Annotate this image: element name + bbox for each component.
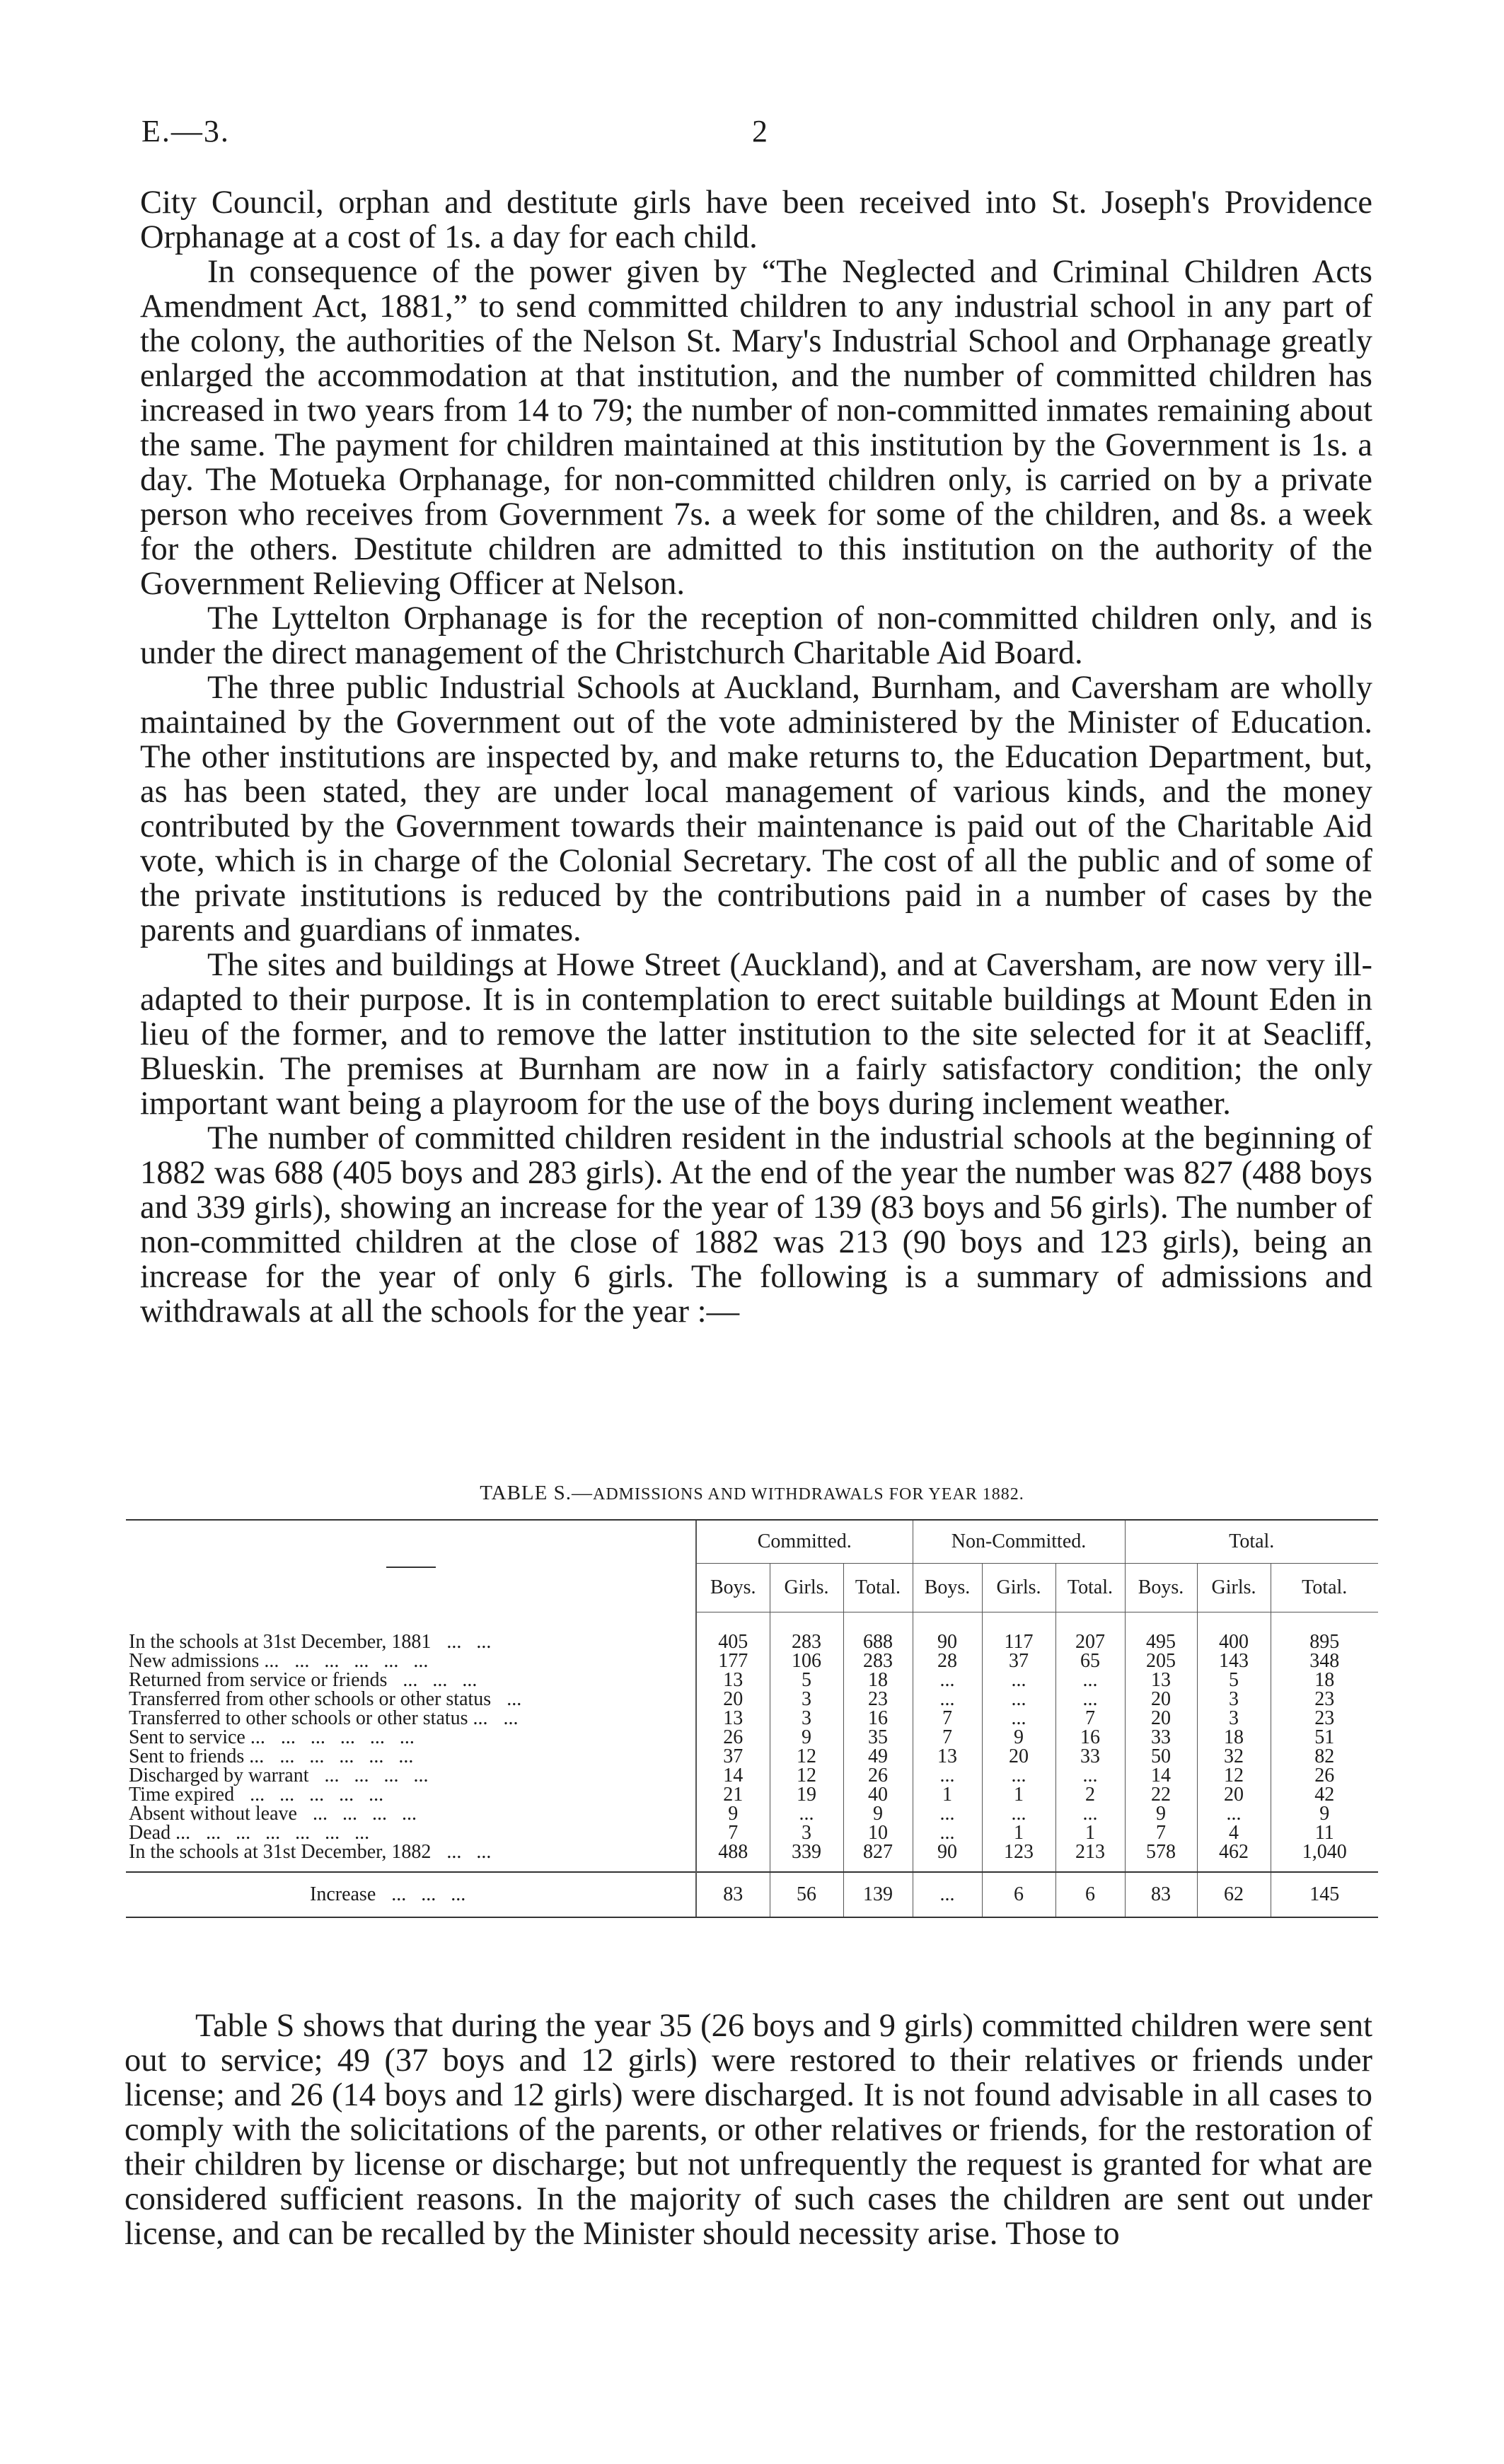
- row-leader-dots: ... ... ... ... ...: [280, 1726, 415, 1748]
- row-leader-dots: ... ... ... ... ... ...: [206, 1822, 370, 1844]
- table-cell: 7: [913, 1728, 982, 1747]
- row-leader-dots: ... ... ...: [403, 1669, 478, 1691]
- table-cell: 14: [696, 1766, 770, 1785]
- table-cell: 90: [913, 1612, 982, 1652]
- table-cell: 23: [1271, 1690, 1378, 1709]
- table-cell: 32: [1197, 1747, 1271, 1766]
- table-cell: 20: [1197, 1785, 1271, 1804]
- row-leader-dots: ... ...: [446, 1841, 492, 1863]
- row-label: Discharged by warrant: [129, 1765, 309, 1786]
- table-cell: 33: [1125, 1728, 1197, 1747]
- column-header: Total.: [1055, 1564, 1125, 1612]
- table-cell: 37: [696, 1747, 770, 1766]
- row-label: Dead ...: [129, 1822, 191, 1844]
- table-row: [126, 1766, 1378, 1785]
- table-cell: 400: [1197, 1612, 1271, 1652]
- column-header: Total.: [1271, 1564, 1378, 1612]
- table-cell: ...: [913, 1766, 982, 1785]
- table-caption-title: ADMISSIONS AND WITHDRAWALS FOR YEAR 1882.: [592, 1485, 1024, 1504]
- table-cell: 23: [843, 1690, 913, 1709]
- table-cell: 26: [1271, 1766, 1378, 1785]
- table-cell: 462: [1197, 1842, 1271, 1872]
- table-cell: 12: [770, 1766, 843, 1785]
- table-row: [126, 1804, 1378, 1823]
- row-label: In the schools at 31st December, 1881: [129, 1630, 432, 1653]
- admissions-table: [126, 1519, 1378, 1918]
- table-cell: 10: [843, 1823, 913, 1842]
- table-cell: 1: [982, 1823, 1055, 1842]
- table-cell: 213: [1055, 1842, 1125, 1872]
- table-cell: 7: [696, 1823, 770, 1842]
- table-cell: 82: [1271, 1747, 1378, 1766]
- table-cell: 3: [1197, 1690, 1271, 1709]
- table-cell: 33: [1055, 1747, 1125, 1766]
- paragraph: The number of committed children resident in the industrial schools at the beginning of 1882 was 688 (405 boys and 283 girls). At the end of the year the number was 827 (488 boys and 339 girls), showing an increase for the year of 139 (83 boys and 56 girls). The number of non-committed children at the close of 1882 was 213 (90 boys and 123 girls), being an increase for the year of only 6 girls. The following is a summary of admissions and withdrawals at all the schools for the year :—: [140, 1120, 1372, 1330]
- table-cell: ...: [1197, 1804, 1271, 1823]
- row-label-cell: [126, 1823, 696, 1842]
- row-label: New admissions ...: [129, 1650, 279, 1672]
- table-cell: 6: [982, 1872, 1055, 1917]
- table-cell: 50: [1125, 1747, 1197, 1766]
- table-cell: 90: [913, 1842, 982, 1872]
- table-cell: ...: [913, 1690, 982, 1709]
- table-cell: ...: [1055, 1670, 1125, 1690]
- table-cell: ...: [913, 1872, 982, 1917]
- paragraph: The three public Industrial Schools at Auckland, Burnham, and Caversham are wholly maintained by the Government out of the vote administered by the Minister of Education. The other institutions are inspected by, and make returns to, the Education Department, but, as has been stated, they are under local management of various kinds, and the money contributed by the Government towards their maintenance is paid out of the Charitable Aid vote, which is in charge of the Colonial Secretary. The cost of all the public and of some of the private institutions is reduced by the contributions paid in a number of cases by the parents and guardians of inmates.: [140, 670, 1372, 948]
- row-label: Absent without leave: [129, 1803, 297, 1825]
- table-cell: 348: [1271, 1651, 1378, 1670]
- paragraph: The sites and buildings at Howe Street (Auckland), and at Caversham, are now very ill-adapted to their purpose. It is in contemplation to erect suitable buildings at Mount Eden in lieu of the former, and to remove the latter institution to the site selected for it at Seacliff, Blueskin. The premises at Burnham are now in a fairly satisfactory condition; the only important want being a playroom for the use of the boys during inclement weather.: [140, 947, 1372, 1122]
- table-cell: 65: [1055, 1651, 1125, 1670]
- table-cell: 2: [1055, 1785, 1125, 1804]
- table-cell: 106: [770, 1651, 843, 1670]
- row-leader-dots: ... ... ...: [391, 1883, 466, 1905]
- row-label: Sent to service ...: [129, 1726, 265, 1748]
- body-text: [140, 185, 1372, 1329]
- table-cell: 405: [696, 1612, 770, 1652]
- table-cell: 18: [843, 1670, 913, 1690]
- row-label-cell: [126, 1728, 696, 1747]
- table-cell: 7: [1125, 1823, 1197, 1842]
- row-label-cell: [126, 1872, 696, 1917]
- table-cell: 13: [696, 1709, 770, 1728]
- row-leader-dots: ... ...: [446, 1630, 492, 1653]
- column-header: Girls.: [982, 1564, 1055, 1612]
- page-number: 2: [752, 114, 768, 149]
- group-header-non-committed: Non-Committed.: [913, 1520, 1125, 1564]
- table-cell: 28: [913, 1651, 982, 1670]
- row-leader-dots: ... ... ... ... ...: [279, 1745, 414, 1767]
- row-label: Transferred to other schools or other status ...: [129, 1707, 488, 1729]
- table-row: [126, 1670, 1378, 1690]
- table-cell: 19: [770, 1785, 843, 1804]
- table-cell: 42: [1271, 1785, 1378, 1804]
- table-cell: ...: [913, 1670, 982, 1690]
- table-cell: 5: [1197, 1670, 1271, 1690]
- table-cell: 177: [696, 1651, 770, 1670]
- row-label: Returned from service or friends: [129, 1669, 388, 1691]
- table-cell: 7: [913, 1709, 982, 1728]
- page-header: [134, 113, 1365, 156]
- row-label: Time expired: [129, 1784, 235, 1806]
- column-header: Boys.: [1125, 1564, 1197, 1612]
- table-cell: ...: [913, 1804, 982, 1823]
- table-cell: 1,040: [1271, 1842, 1378, 1872]
- table-cell: 205: [1125, 1651, 1197, 1670]
- table-cell: 9: [1271, 1804, 1378, 1823]
- table-body: [126, 1612, 1378, 1873]
- table-cell: 13: [696, 1670, 770, 1690]
- document-reference: E.—3.: [141, 114, 230, 149]
- table-cell: 1: [913, 1785, 982, 1804]
- row-label-cell: [126, 1612, 696, 1652]
- table-row: [126, 1651, 1378, 1670]
- row-label-cell: [126, 1651, 696, 1670]
- table-cell: 5: [770, 1670, 843, 1690]
- table-cell: 83: [1125, 1872, 1197, 1917]
- table-cell: 18: [1271, 1670, 1378, 1690]
- table-corner: [126, 1520, 696, 1612]
- table-cell: 495: [1125, 1612, 1197, 1652]
- table-cell: 9: [1125, 1804, 1197, 1823]
- column-header: Total.: [843, 1564, 913, 1612]
- table-cell: 12: [1197, 1766, 1271, 1785]
- table-cell: ...: [982, 1766, 1055, 1785]
- table-cell: 14: [1125, 1766, 1197, 1785]
- row-label-cell: [126, 1670, 696, 1690]
- table-cell: 3: [770, 1709, 843, 1728]
- column-header: Boys.: [913, 1564, 982, 1612]
- row-leader-dots: ... ... ... ...: [312, 1803, 417, 1825]
- table-total-row: [126, 1872, 1378, 1917]
- table-cell: 9: [770, 1728, 843, 1747]
- table-cell: 1: [982, 1785, 1055, 1804]
- row-label-cell: [126, 1690, 696, 1709]
- paragraph: In consequence of the power given by “The Neglected and Criminal Children Acts Amendment Act, 1881,” to send committed children to any industrial school in any part of the colony, the authorities of the Nelson St. Mary's Industrial School and Orphanage greatly enlarged the accommodation at that institution, and the number of committed children has increased in two years from 14 to 79; the number of non-committed inmates remaining about the same. The payment for children maintained at this institution by the Government is 1s. a day. The Motueka Orphanage, for non-committed children only, is carried on by a private person who receives from Government 7s. a week for some of the children, and 8s. a week for the others. Destitute children are admitted to this institution on the authority of the Government Relieving Officer at Nelson.: [140, 254, 1372, 602]
- closing-text: [125, 2009, 1372, 2251]
- table-cell: 16: [843, 1709, 913, 1728]
- row-label: Transferred from other schools or other status: [129, 1688, 492, 1710]
- table-cell: ...: [770, 1804, 843, 1823]
- table-cell: 26: [843, 1766, 913, 1785]
- table-cell: ...: [913, 1823, 982, 1842]
- table-cell: 1: [1055, 1823, 1125, 1842]
- table-cell: 139: [843, 1872, 913, 1917]
- table-cell: 117: [982, 1612, 1055, 1652]
- row-label: Increase: [310, 1883, 376, 1905]
- table-cell: 207: [1055, 1612, 1125, 1652]
- table-cell: 688: [843, 1612, 913, 1652]
- table-row: [126, 1785, 1378, 1804]
- row-label-cell: [126, 1766, 696, 1785]
- table-row: [126, 1747, 1378, 1766]
- table-cell: 4: [1197, 1823, 1271, 1842]
- table-cell: 3: [1197, 1709, 1271, 1728]
- table-cell: 20: [982, 1747, 1055, 1766]
- table-cell: 895: [1271, 1612, 1378, 1652]
- paragraph: City Council, orphan and destitute girls have been received into St. Joseph's Providence Orphanage at a cost of 1s. a day for each child.: [140, 185, 1372, 255]
- table-cell: 51: [1271, 1728, 1378, 1747]
- table-cell: 37: [982, 1651, 1055, 1670]
- row-label-cell: [126, 1842, 696, 1872]
- table-cell: 283: [843, 1651, 913, 1670]
- table-row: [126, 1690, 1378, 1709]
- table-cell: ...: [1055, 1804, 1125, 1823]
- table-cell: 40: [843, 1785, 913, 1804]
- table-cell: 123: [982, 1842, 1055, 1872]
- table-caption: [0, 1482, 1504, 1505]
- row-label: Sent to friends ...: [129, 1745, 265, 1767]
- table-cell: ...: [982, 1804, 1055, 1823]
- table-cell: ...: [982, 1690, 1055, 1709]
- table-cell: 12: [770, 1747, 843, 1766]
- table-cell: 339: [770, 1842, 843, 1872]
- row-label: In the schools at 31st December, 1882: [129, 1841, 432, 1863]
- row-leader-dots: ... ... ... ...: [324, 1765, 429, 1786]
- table-cell: 22: [1125, 1785, 1197, 1804]
- table-cell: 13: [1125, 1670, 1197, 1690]
- table-cell: 145: [1271, 1872, 1378, 1917]
- table-cell: ...: [982, 1709, 1055, 1728]
- table-cell: 488: [696, 1842, 770, 1872]
- table-cell: 18: [1197, 1728, 1271, 1747]
- table-cell: 827: [843, 1842, 913, 1872]
- table-cell: 13: [913, 1747, 982, 1766]
- table-cell: 3: [770, 1690, 843, 1709]
- table-cell: 83: [696, 1872, 770, 1917]
- group-header-total: Total.: [1125, 1520, 1378, 1564]
- table-cell: 7: [1055, 1709, 1125, 1728]
- table-cell: 23: [1271, 1709, 1378, 1728]
- table-cell: 143: [1197, 1651, 1271, 1670]
- table-cell: 3: [770, 1823, 843, 1842]
- column-header: Girls.: [770, 1564, 843, 1612]
- paragraph: Table S shows that during the year 35 (26 boys and 9 girls) committed children were sent out to service; 49 (37 boys and 12 girls) were restored to their relatives or friends under license; and 26 (14 boys and 12 girls) were discharged. It is not found advisable in all cases to comply with the solicitations of the parents, or other relatives or friends, for the restoration of their children by license or discharge; but not unfrequently the request is granted for what are considered sufficient reasons. In the majority of such cases the children are sent out under license, and can be recalled by the Minister should necessity arise. Those to: [125, 2008, 1372, 2252]
- row-label-cell: [126, 1747, 696, 1766]
- table-row: [126, 1709, 1378, 1728]
- table-cell: 62: [1197, 1872, 1271, 1917]
- table-cell: 20: [1125, 1709, 1197, 1728]
- table-cell: ...: [1055, 1690, 1125, 1709]
- table-cell: 11: [1271, 1823, 1378, 1842]
- table-cell: 9: [696, 1804, 770, 1823]
- row-leader-dots: ... ... ... ... ...: [250, 1784, 384, 1806]
- table-cell: 6: [1055, 1872, 1125, 1917]
- table-cell: 578: [1125, 1842, 1197, 1872]
- row-leader-dots: ...: [503, 1707, 519, 1729]
- table-row: [126, 1842, 1378, 1872]
- table-cell: 56: [770, 1872, 843, 1917]
- table-row: [126, 1728, 1378, 1747]
- row-label-cell: [126, 1804, 696, 1823]
- column-header: Boys.: [696, 1564, 770, 1612]
- table-cell: 9: [843, 1804, 913, 1823]
- table-cell: ...: [1055, 1766, 1125, 1785]
- table-cell: 16: [1055, 1728, 1125, 1747]
- table-cell: 21: [696, 1785, 770, 1804]
- row-label-cell: [126, 1785, 696, 1804]
- paragraph: The Lyttelton Orphanage is for the reception of non-committed children only, and is under the direct management of the Christchurch Charitable Aid Board.: [140, 600, 1372, 671]
- table-cell: ...: [982, 1670, 1055, 1690]
- row-leader-dots: ... ... ... ... ...: [294, 1650, 429, 1672]
- table-caption-prefix: TABLE S.—: [480, 1482, 593, 1504]
- column-header: Girls.: [1197, 1564, 1271, 1612]
- group-header-committed: Committed.: [696, 1520, 913, 1564]
- table-cell: 49: [843, 1747, 913, 1766]
- table-cell: 283: [770, 1612, 843, 1652]
- table-cell: 20: [696, 1690, 770, 1709]
- table-cell: 26: [696, 1728, 770, 1747]
- table-row: [126, 1612, 1378, 1652]
- table-cell: 20: [1125, 1690, 1197, 1709]
- header-dash: [386, 1567, 436, 1568]
- row-leader-dots: ...: [507, 1688, 522, 1710]
- table-row: [126, 1823, 1378, 1842]
- table-cell: 35: [843, 1728, 913, 1747]
- admissions-table-container: [126, 1519, 1378, 1918]
- row-label-cell: [126, 1709, 696, 1728]
- table-total: [126, 1872, 1378, 1917]
- table-cell: 9: [982, 1728, 1055, 1747]
